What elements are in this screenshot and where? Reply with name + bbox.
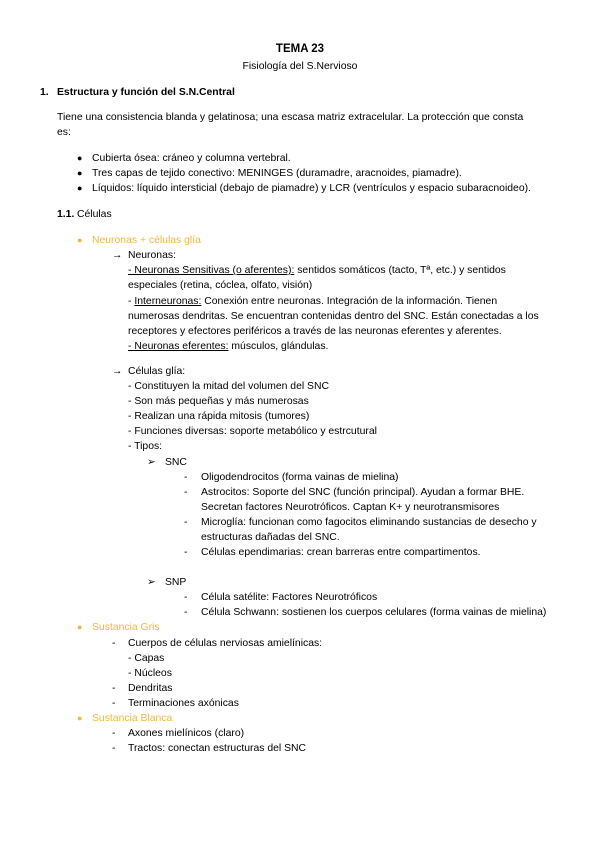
list-item: Cubierta ósea: cráneo y columna vertebral. [92, 153, 291, 164]
intro-paragraph-line: Tiene una consistencia blanda y gelatinosa; una escasa matriz extracelular. La protección que consta [57, 112, 524, 123]
neuronas-eferentes [128, 340, 328, 353]
list-item: Tractos: conectan estructuras del SNC [128, 743, 307, 754]
neuronas-heading: Neuronas: [128, 250, 176, 261]
list-item: Célula Schwann: sostienen los cuerpos celulares (forma vainas de mielina) [201, 607, 547, 618]
glia-heading: Células glía: [128, 366, 186, 377]
subsection-number: 1.1. [57, 209, 75, 220]
dash-bullet: - [112, 743, 116, 754]
list-item: - Realizan una rápida mitosis (tumores) [128, 411, 310, 422]
list-item: - Tipos: [128, 441, 163, 452]
list-item: Terminaciones axónicas [128, 698, 239, 709]
dash-bullet: - [184, 592, 188, 603]
dash-bullet: - [112, 728, 116, 739]
page-subtitle: Fisiología del S.Nervioso [242, 61, 358, 72]
term-underlined: Interneuronas: [134, 296, 202, 307]
bullet-dot-icon: ● [77, 168, 83, 178]
text-line: especiales (retina, cóclea, olfato, visión) [128, 280, 313, 291]
term-description: Conexión entre neuronas. Integración de la información. Tienen [201, 296, 498, 307]
neuronas-sensitivas [128, 264, 506, 277]
topic-label: Neuronas + células glía [92, 235, 201, 246]
topic-label: Sustancia Gris [92, 622, 160, 633]
dash-bullet: - [184, 607, 188, 618]
bullet-dot-icon: ● [77, 622, 83, 632]
list-item: Células ependimarias: crean barreras entre compartimentos. [201, 547, 481, 558]
list-item: - Son más pequeñas y más numerosas [128, 396, 309, 407]
list-item: - Funciones diversas: soporte metabólico y estrcutural [128, 426, 377, 437]
bullet-dot-icon: ● [77, 153, 83, 163]
chevron-icon: ➢ [147, 457, 156, 468]
bullet-dot-icon: ● [77, 235, 83, 245]
list-item: - Núcleos [128, 668, 172, 679]
term-underlined: - Neuronas Sensitivas (o aferentes): [128, 265, 295, 276]
dash-bullet: - [184, 547, 188, 558]
list-item: Líquidos: líquido intersticial (debajo de piamadre) y LCR (ventrículos y espacio subaracnoideo). [92, 183, 531, 194]
text-line: numerosas dendritas. Se encuentran contenidas dentro del SNC. Están conectadas a los [128, 311, 539, 322]
list-item: Axones mielínicos (claro) [128, 728, 245, 739]
text-line: receptores y efectores periféricos a través de las neuronas eferentes y aferentes. [128, 326, 502, 337]
list-item: - Constituyen la mitad del volumen del SNC [128, 381, 329, 392]
arrow-icon: → [112, 250, 123, 261]
term-description: músculos, glándulas. [228, 341, 329, 352]
dash-bullet: - [112, 683, 116, 694]
section-heading: Estructura y función del S.N.Central [57, 87, 235, 98]
snc-label: SNC [165, 457, 187, 468]
section-number: 1. [40, 87, 49, 98]
dash-bullet: - [184, 487, 188, 498]
list-item: Oligodendrocitos (forma vainas de mielina) [201, 472, 399, 483]
bullet-dot-icon: ● [77, 713, 83, 723]
chevron-icon: ➢ [147, 577, 156, 588]
page-title: TEMA 23 [275, 43, 325, 55]
list-item: Tres capas de tejido conectivo: MENINGES (duramadre, aracnoides, piamadre). [92, 168, 462, 179]
bullet-dot-icon: ● [77, 183, 83, 193]
dash: - [128, 296, 135, 307]
arrow-icon: → [112, 366, 123, 377]
list-item: - Capas [128, 653, 165, 664]
dash-bullet: - [184, 517, 188, 528]
list-item: Cuerpos de células nerviosas amielínicas: [128, 638, 323, 649]
text-line: Secretan factores Neurotróficos. Captan K+ y neurotransmisores [201, 502, 500, 513]
list-item: Dendritas [128, 683, 173, 694]
snp-label: SNP [165, 577, 187, 588]
dash-bullet: - [112, 698, 116, 709]
subsection-heading: Células [77, 209, 112, 220]
term-description: sentidos somáticos (tacto, Tª, etc.) y sentidos [294, 265, 506, 276]
dash-bullet: - [112, 638, 116, 649]
text-line: estructuras dañadas del SNC. [201, 532, 340, 543]
dash-bullet: - [184, 472, 188, 483]
list-item: Célula satélite: Factores Neurotróficos [201, 592, 378, 603]
term-underlined: - Neuronas eferentes: [128, 341, 229, 352]
list-item: Astrocitos: Soporte del SNC (función principal). Ayudan a formar BHE. [201, 487, 525, 498]
intro-paragraph-line: es: [57, 127, 71, 138]
topic-label: Sustancia Blanca [92, 713, 173, 724]
list-item: Microglía: funcionan como fagocitos eliminando sustancias de desecho y [201, 517, 537, 528]
interneuronas [128, 295, 497, 308]
